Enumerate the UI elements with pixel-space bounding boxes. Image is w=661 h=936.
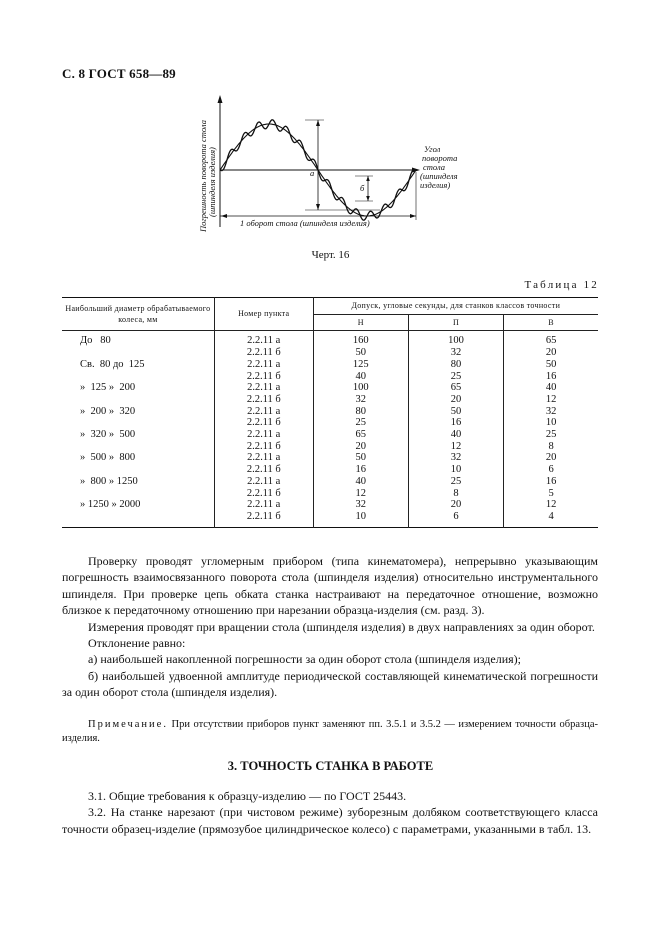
- cell-class-p: 100: [408, 335, 503, 347]
- cell-diameter: [62, 488, 214, 500]
- cell-class-p: 12: [408, 441, 503, 453]
- cell-class-n: 40: [313, 371, 408, 383]
- cell-class-p: 32: [408, 347, 503, 359]
- header-item: Номер пункта: [214, 298, 313, 331]
- y-axis-label-1: Погрешность поворота стола: [198, 120, 208, 232]
- cell-class-p: 25: [408, 476, 503, 488]
- cell-item: 2.2.11 а: [214, 359, 313, 371]
- cell-class-n: 160: [313, 335, 408, 347]
- table-row: [62, 464, 598, 476]
- paragraph-deviation: Отклонение равно:: [88, 636, 186, 651]
- cell-diameter: » 320 » 500: [62, 429, 214, 441]
- y-axis-arrow: [218, 95, 223, 103]
- revolution-arrow-right: [410, 214, 416, 218]
- cell-class-n: 100: [313, 382, 408, 394]
- cell-class-n: 20: [313, 441, 408, 453]
- cell-class-n: 25: [313, 417, 408, 429]
- cell-class-n: 80: [313, 406, 408, 418]
- table-row: [62, 429, 598, 441]
- cell-class-v: 20: [504, 347, 598, 359]
- label-b: б: [360, 183, 365, 193]
- table-row: [62, 417, 598, 429]
- cell-class-v: 12: [504, 394, 598, 406]
- dimension-b-arrow-up: [366, 176, 370, 181]
- figure-16: [180, 92, 458, 242]
- cell-diameter: » 125 » 200: [62, 382, 214, 394]
- one-revolution-label: 1 оборот стола (шпинделя изделия): [240, 218, 370, 228]
- cell-class-v: 8: [504, 441, 598, 453]
- table-row: [62, 476, 598, 488]
- cell-class-v: 25: [504, 429, 598, 441]
- table-body: [62, 331, 598, 527]
- cell-class-p: 10: [408, 464, 503, 476]
- header-class-v: В: [504, 314, 598, 331]
- table-row: [62, 335, 598, 347]
- section-paragraph-3-2: 3.2. На станке нарезают (при чистовом режиме) зуборезным долбяком соответствующего класса точности образец-изделие (прямозубое цилиндрическое колесо) с параметрами, указанными в табл. 13.: [62, 805, 598, 836]
- header-class-n: Н: [313, 314, 408, 331]
- paragraph-measurement: Измерения проводят при вращении стола (шпинделя изделия) в двух направлениях за один оборот.: [88, 619, 595, 634]
- cell-class-p: 20: [408, 394, 503, 406]
- cell-class-v: 12: [504, 499, 598, 511]
- cell-item: 2.2.11 б: [214, 371, 313, 383]
- cell-diameter: [62, 417, 214, 429]
- cell-class-p: 65: [408, 382, 503, 394]
- table-row: [62, 452, 598, 464]
- note-text: При отсутствии приборов пункт заменяют пп. 3.5.1 и 3.5.2 — измерением точности образца-изделия.: [62, 719, 598, 744]
- cell-class-v: 4: [504, 511, 598, 523]
- cell-item: 2.2.11 б: [214, 464, 313, 476]
- cell-item: 2.2.11 б: [214, 488, 313, 500]
- cell-item: 2.2.11 б: [214, 394, 313, 406]
- cell-class-n: 65: [313, 429, 408, 441]
- angle-label-4: (шпинделя: [420, 171, 458, 181]
- cell-class-n: 50: [313, 347, 408, 359]
- page-header: С. 8 ГОСТ 658—89: [62, 66, 176, 81]
- cell-class-p: 6: [408, 511, 503, 523]
- cell-class-p: 20: [408, 499, 503, 511]
- section-body: [62, 788, 598, 837]
- cell-diameter: » 200 » 320: [62, 406, 214, 418]
- cell-class-p: 32: [408, 452, 503, 464]
- cell-class-v: 16: [504, 476, 598, 488]
- angle-label-3: стола: [423, 162, 446, 172]
- cell-class-v: 40: [504, 382, 598, 394]
- cell-diameter: До 80: [62, 335, 214, 347]
- cell-diameter: [62, 464, 214, 476]
- cell-class-p: 40: [408, 429, 503, 441]
- cell-item: 2.2.11 а: [214, 335, 313, 347]
- cell-class-n: 12: [313, 488, 408, 500]
- cell-class-p: 80: [408, 359, 503, 371]
- revolution-arrow-left: [221, 214, 227, 218]
- cell-diameter: [62, 371, 214, 383]
- cell-item: 2.2.11 а: [214, 382, 313, 394]
- dimension-b-arrow-down: [366, 196, 370, 201]
- table-row: [62, 406, 598, 418]
- cell-class-n: 16: [313, 464, 408, 476]
- cell-class-v: 10: [504, 417, 598, 429]
- paragraph-item-a: а) наибольшей накопленной погрешности за один оборот стола (шпинделя изделия);: [88, 652, 521, 667]
- label-a: a: [310, 168, 315, 178]
- cell-diameter: » 500 » 800: [62, 452, 214, 464]
- cell-class-n: 40: [313, 476, 408, 488]
- cell-class-n: 32: [313, 499, 408, 511]
- table-row: [62, 499, 598, 511]
- paragraph-method: Проверку проводят угломерным прибором (типа кинематомера), непрерывно указывающим погрешность взаимосвязанного поворота стола (шпинделя изделия) относительно инструментального шпинделя. При проверке цепь обката станка настраивают на передаточное отношение, возможно близкое к передаточному отношению при нарезании образца-изделия (см. разд. 3).: [62, 554, 598, 618]
- table-row: [62, 441, 598, 453]
- cell-class-p: 16: [408, 417, 503, 429]
- note-block: [62, 718, 598, 746]
- cell-item: 2.2.11 а: [214, 429, 313, 441]
- cell-class-n: 125: [313, 359, 408, 371]
- cell-item: 2.2.11 б: [214, 417, 313, 429]
- cell-class-n: 50: [313, 452, 408, 464]
- cell-diameter: » 800 » 1250: [62, 476, 214, 488]
- cell-diameter: [62, 347, 214, 359]
- cell-class-v: 20: [504, 452, 598, 464]
- table-label: Таблица 12: [524, 279, 599, 291]
- cell-item: 2.2.11 б: [214, 511, 313, 523]
- cell-item: 2.2.11 а: [214, 406, 313, 418]
- header-diameter: Наибольший диаметр обрабатываемого колеса, мм: [62, 298, 214, 331]
- cell-item: 2.2.11 а: [214, 499, 313, 511]
- figure-caption: Черт. 16: [311, 249, 350, 261]
- dimension-a-arrow-down: [316, 204, 320, 210]
- table-row: [62, 511, 598, 523]
- cell-class-n: 32: [313, 394, 408, 406]
- header-tolerance: Допуск, угловые секунды, для станков классов точности: [313, 298, 598, 315]
- cell-class-v: 50: [504, 359, 598, 371]
- cell-diameter: [62, 441, 214, 453]
- cell-class-p: 25: [408, 371, 503, 383]
- cell-item: 2.2.11 б: [214, 347, 313, 359]
- header-class-p: П: [408, 314, 503, 331]
- angle-label-1: Угол: [424, 144, 441, 154]
- angle-label-2: поворота: [422, 153, 458, 163]
- cell-class-n: 10: [313, 511, 408, 523]
- paragraph-item-b: б) наибольшей удвоенной амплитуде периодической составляющей кинематической погрешности за один оборот стола (шпинделя изделия).: [62, 668, 598, 700]
- section-title: 3. ТОЧНОСТЬ СТАНКА В РАБОТЕ: [227, 759, 434, 773]
- dimension-a-arrow-up: [316, 120, 320, 126]
- cell-diameter: » 1250 » 2000: [62, 499, 214, 511]
- table-row: [62, 347, 598, 359]
- tolerance-table-container: [62, 297, 598, 528]
- table-row: [62, 359, 598, 371]
- error-diagram: [180, 92, 458, 242]
- cell-class-p: 8: [408, 488, 503, 500]
- cell-class-v: 32: [504, 406, 598, 418]
- cell-diameter: [62, 511, 214, 523]
- table-row: [62, 394, 598, 406]
- cell-class-v: 65: [504, 335, 598, 347]
- description-block: [62, 553, 598, 701]
- cell-diameter: [62, 394, 214, 406]
- y-axis-label-2: (шпинделя изделия): [207, 147, 217, 217]
- cell-class-v: 6: [504, 464, 598, 476]
- cell-diameter: Св. 80 до 125: [62, 359, 214, 371]
- section-paragraph-3-1: 3.1. Общие требования к образцу-изделию — по ГОСТ 25443.: [88, 789, 407, 803]
- cell-class-v: 16: [504, 371, 598, 383]
- cell-class-p: 50: [408, 406, 503, 418]
- cell-item: 2.2.11 б: [214, 441, 313, 453]
- cell-item: 2.2.11 а: [214, 452, 313, 464]
- cell-item: 2.2.11 а: [214, 476, 313, 488]
- angle-label-5: изделия): [420, 180, 451, 190]
- table-row: [62, 382, 598, 394]
- cell-class-v: 5: [504, 488, 598, 500]
- table-row: [62, 488, 598, 500]
- note-label: Примечание.: [88, 719, 168, 730]
- table-row: [62, 371, 598, 383]
- tolerance-table: [62, 297, 598, 528]
